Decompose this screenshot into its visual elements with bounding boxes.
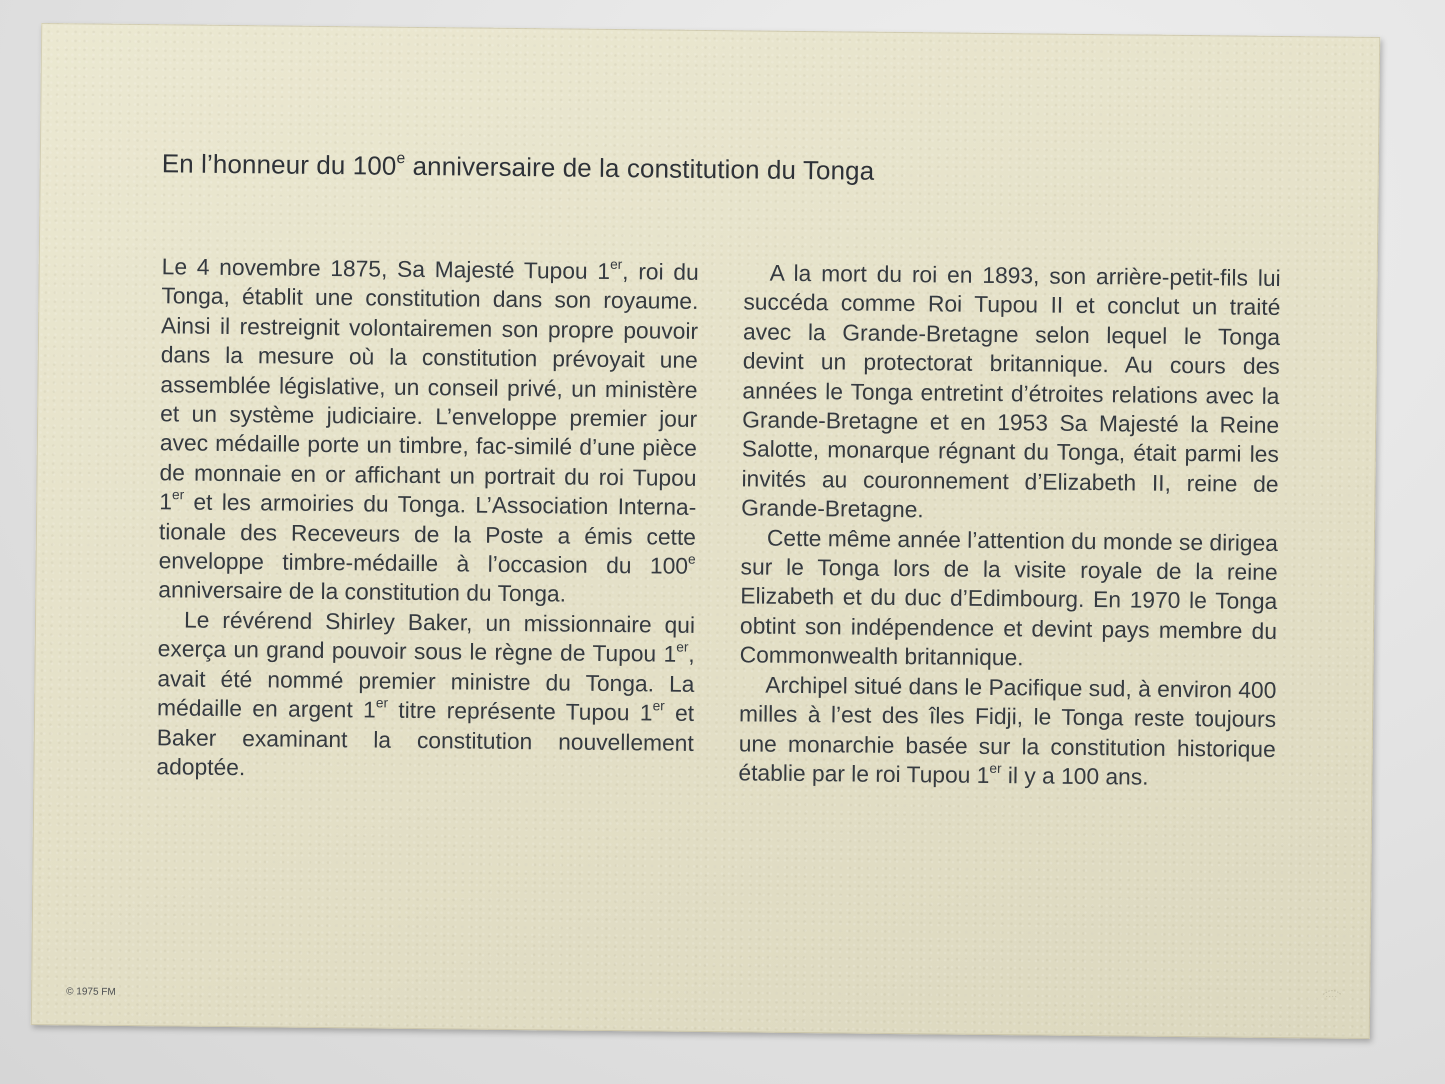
left-paragraph-2: Le révérend Shirley Baker, un missionnaire qui exerça un grand pouvoir sous le règne de Tupou 1er, avait été nommé premier ministre du Tonga. La médaille en argent 1er titre représente Tupou 1er et Baker examinant la constitution nouvellement adoptée. bbox=[156, 606, 696, 781]
right-paragraph-2: Cette même année l’attention du monde se dirigea sur le Tonga lors de la visite royale de la reine Elizabeth et du duc d’Edimbourg. En 1970 le Tonga obtint son indépendence et devint pays membre du Commonwealth britannique. bbox=[739, 524, 1279, 671]
commemorative-card bbox=[31, 23, 1380, 1039]
left-paragraph-1: Le 4 novembre 1875, Sa Majesté Tupou 1er, roi du Tonga, établit une constitution dans son royaume. Ainsi il restreignit volontairemen son propre pouvoir dans la mesure où la constitution prévoyait une assemblée législative, un conseil privé, un ministère et un système judiciaire. L’enveloppe premier jour avec médaille porte un timbre, fac-similé d’une pièce de monnaie en or affichant un portrait du roi Tupou 1er et les armoiries du Tonga. L’Association Internationale des Receveurs de la Poste a émis cette enveloppe timbre-médaille à l’occasion du 100e anniversaire de la constitution du Tonga. bbox=[158, 253, 699, 608]
card-title: En l’honneur du 100e anniversaire de la constitution du Tonga bbox=[161, 148, 875, 186]
embossed-mark-icon bbox=[1321, 986, 1343, 998]
right-column bbox=[738, 258, 1281, 793]
copyright-notice: © 1975 FM bbox=[66, 986, 116, 998]
title-superscript: e bbox=[396, 150, 406, 168]
left-column bbox=[156, 252, 699, 787]
right-paragraph-3: Archipel situé dans le Pacifique sud, à environ 400 milles à l’est des îles Fidji, le Tonga reste toujours une monarchie basée sur la constitution historique établie par le roi Tupou 1er il y a 100 ans. bbox=[738, 671, 1277, 790]
right-paragraph-1: A la mort du roi en 1893, son arrière-petit-fils lui succéda comme Roi Tupou II et conclut un traité avec la Grande-Bretagne selon lequel le Tonga devint un protectorat britannique. Au cours des années le Tonga entretint d’étroites relations avec la Grande-Bretagne et en 1953 Sa Majesté la Reine Salotte, monarque régnant du Tonga, était parmi les invités au couronnement d’Elizabeth II, reine de Grande-Bretagne. bbox=[741, 259, 1281, 523]
